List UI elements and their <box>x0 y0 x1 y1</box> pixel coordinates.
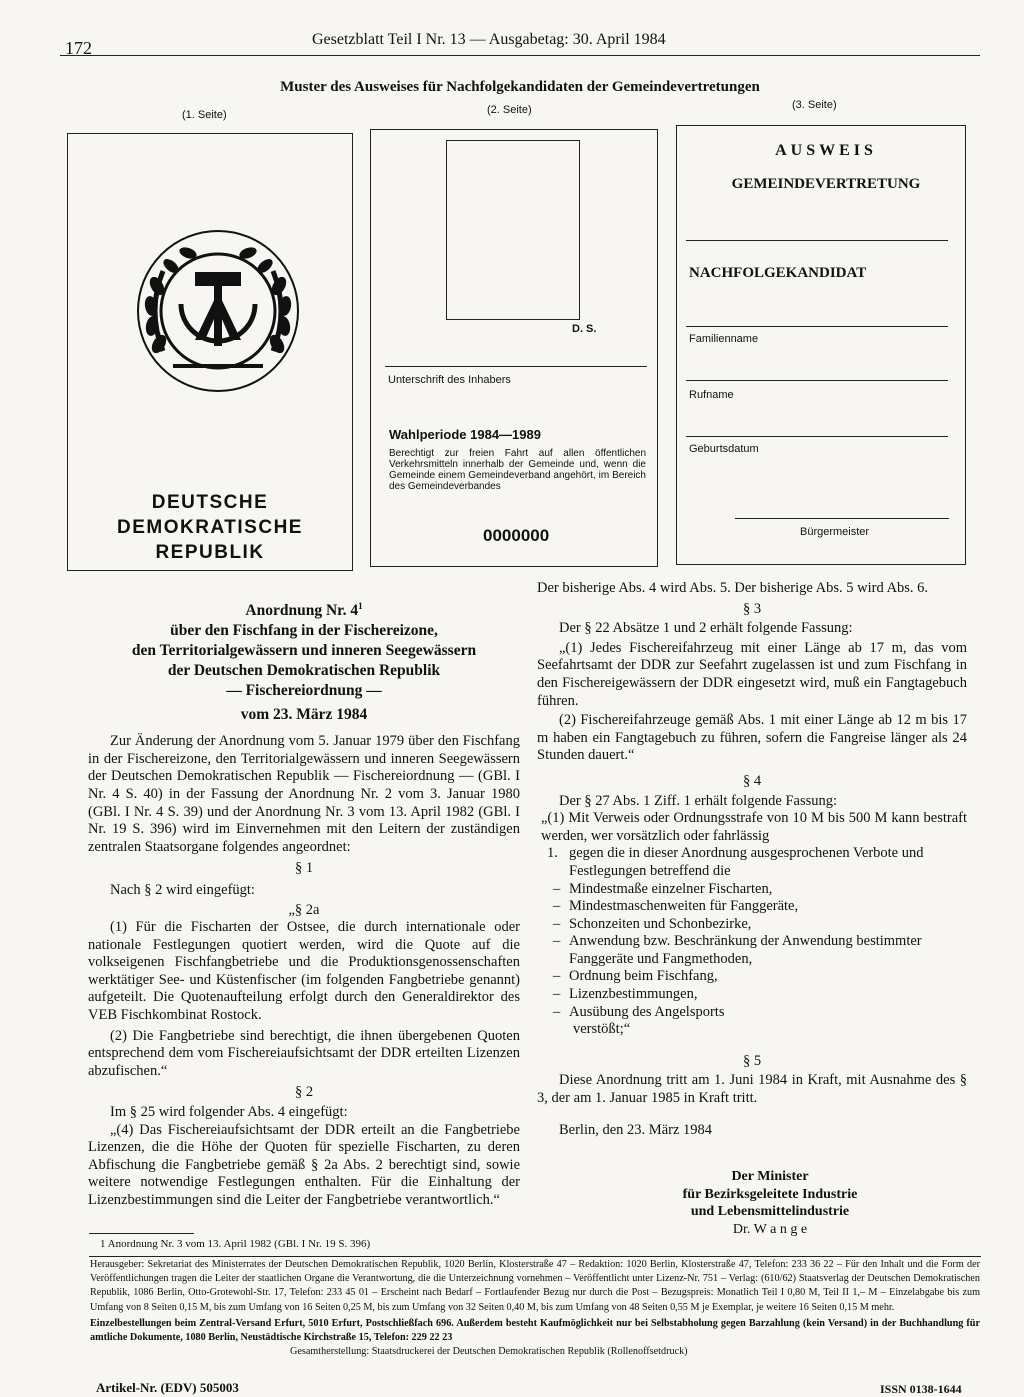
section-2-para: „(4) Das Fischereiaufsichtsamt der DDR erteilt an die Fangbetriebe Lizenzen, die die Höhe der Quoten für spezielle Fischarten, zu deren Abfischung die Fangbetriebe gemäß § 2a Abs. 2 berechtigt sind, sowie weitere notwendige Festlegungen enthalten. Für die Einhaltung der Lizenzbestimmungen sind die Leiter der Fangbetriebe verantwortlich.“ <box>88 1121 520 1208</box>
ausweis-title: AUSWEIS <box>775 142 877 159</box>
imprint-production: Gesamtherstellung: Staatsdruckerei der Deutschen Demokratischen Republik (Rollenoffsetdruck) <box>290 1346 688 1358</box>
section-2-heading: § 2 <box>294 1084 314 1101</box>
section-2a-para-2: (2) Die Fangbetriebe sind berechtigt, die ihnen übergebenen Quoten entsprechend dem vom Fischereiaufsichtsamt der DDR erteilten Lizenzen abzufischen.“ <box>88 1027 520 1079</box>
free-travel-text: Berechtigt zur freien Fahrt auf allen öffentlichen Verkehrsmitteln innerhalb der Gemeinde und, wenn die Gemeinde einem Gemeindeverband angehört, im Bereich des Gemeindeverbandes <box>389 448 646 492</box>
section-3-para-2: (2) Fischereifahrzeuge gemäß Abs. 1 mit einer Länge ab 12 m bis 17 m haben ein Fangtagebuch zu führen, sofern die Fangreise länger als 24 Stunden dauert.“ <box>537 712 967 764</box>
imprint-orders: Einzelbestellungen beim Zentral-Versand Erfurt, 5010 Erfurt, Postschließfach 696. Außerdem besteht Kaufmöglichkeit nur bei Selbstabholung gegen Barzahlung (kein Versand) in der Buchhandlung für amtliche Dokumente, 1080 Berlin, Neustädtische Kirchstraße 15, Telefon: 229 22 23 <box>90 1317 980 1344</box>
familienname-line <box>686 326 948 327</box>
issn: ISSN 0138-1644 <box>880 1382 962 1396</box>
title-line5: — Fischereiordnung — <box>226 682 382 700</box>
section-2-text: Im § 25 wird folgender Abs. 4 eingefügt: <box>110 1104 348 1121</box>
list-item: – Ordnung beim Fischfang, <box>553 968 718 985</box>
right-column <box>537 580 967 1139</box>
section-3-text: Der § 22 Absätze 1 und 2 erhält folgende Fassung: <box>559 620 853 637</box>
list-item: – Anwendung bzw. Beschränkung der Anwendung bestimmter Fanggeräte und Fangmethoden, <box>553 933 922 967</box>
imprint-publisher: Herausgeber: Sekretariat des Ministerrates der Deutschen Demokratischen Republik, 1020 Berlin, Klosterstraße 47 – Redaktion: 1020 Berlin, Klosterstraße 47, Telefon: 233 36 22 – Für den Inhalt und die Form der Veröffentlichungen tragen die Leiter der staatlichen Organe die Verantwortung, die die Unterzeichnung vornehmen – Veröffentlicht unter Lizenz-Nr. 751 – Verlag: (610/62) Staatsverlag der Deutschen Demokratischen Republik, 1086 Berlin, Otto-Grotewohl-Str. 17, Telefon: 233 45 01 – Erscheint nach Bedarf – Fortlaufender Bezug nur durch die Post – Bezugspreis: Monatlich Teil I 0,80 M, Teil II 1,– M – Einzelabgabe bis zum Umfang von 8 Seiten 0,15 M, bis zum Umfang von 16 Seiten 0,25 M, bis zum Umfang von 32 Seiten 0,40 M, bis zum Umfang von 48 Seiten 0,55 M je Exemplar, je weitere 16 Seiten 0,15 M mehr. <box>90 1259 980 1313</box>
card-number: 0000000 <box>483 526 550 545</box>
section-1-text: Nach § 2 wird eingefügt: <box>110 881 255 898</box>
section-4-heading: § 4 <box>742 772 762 789</box>
imprint-rule <box>89 1256 981 1257</box>
list-item: – Schonzeiten und Schonbezirke, <box>553 915 752 932</box>
page-number: 172 <box>65 38 92 58</box>
signing-date: Berlin, den 23. März 1984 <box>559 1121 713 1138</box>
ddr-name <box>67 490 353 565</box>
section-4-item-1 <box>537 845 967 880</box>
geburtsdatum-line <box>686 436 948 437</box>
signature-line-3: und Lebensmittelindustrie <box>690 1204 850 1219</box>
ddr-name-line1: DEUTSCHE <box>151 492 269 513</box>
left-column <box>88 596 520 1210</box>
intro-paragraph: Zur Änderung der Anordnung vom 5. Januar 1979 über den Fischfang in der Fischereizone, den Territorialgewässern und inneren Seegewässern der Deutschen Demokratischen Republik — Fischereiordnung — (GBl. I Nr. 4 S. 40) in der Fassung der Anordnung Nr. 2 vom 3. Januar 1980 (GBl. I Nr. 4 S. 39) und der Anordnung Nr. 3 vom 13. April 1982 (GBl. I Nr. 19 S. 396) wird im Einvernehmen mit den Leitern der zuständigen zentralen Staatsorgane folgendes angeordnet: <box>88 733 520 855</box>
rufname-label: Rufname <box>689 389 734 401</box>
signature-name: Dr. W a n g e <box>732 1221 808 1237</box>
prohibition-list <box>537 881 967 1022</box>
section-4-end: verstößt;“ <box>573 1021 631 1038</box>
footnote-rule <box>89 1233 194 1234</box>
article-number: Artikel-Nr. (EDV) 505003 <box>96 1380 239 1395</box>
section-5-text: Diese Anordnung tritt am 1. Juni 1984 in Kraft, mit Ausnahme des § 3, der am 1. Januar 1985 in Kraft tritt. <box>537 1072 967 1107</box>
section-5-heading: § 5 <box>742 1052 762 1069</box>
header-rule <box>60 55 980 56</box>
section-2a-para-1: (1) Für die Fischarten der Ostsee, die durch internationale oder nationale Festlegungen quotiert werden, wird die Quote auf die volkseigenen Fischfangbetriebe und die Produktionsgenossenschaften werktätiger See- und Küstenfischer (im folgenden Fangbetriebe genannt) aufgeteilt. Die Quotenaufteilung erfolgt durch den Generaldirektor des VEB Fischkombinat Rostock. <box>88 919 520 1024</box>
nachfolgekandidat-title: NACHFOLGEKANDIDAT <box>689 265 867 281</box>
gemeindevertretung-title: GEMEINDEVERTRETUNG <box>731 176 921 192</box>
signature-line-2: für Bezirksgeleitete Industrie <box>682 1186 858 1202</box>
photo-box <box>446 140 580 320</box>
section-3-para-1: „(1) Jedes Fischereifahrzeug mit einer Länge ab 17 m, das vom Seefahrtsamt der DDR zur Seefahrt zugelassen ist und zum Fischfang in den Fischereigewässern der DDR eingesetzt wird, muß ein Fangtagebuch führen. <box>537 639 967 709</box>
footnote-ref: 1 <box>358 601 363 611</box>
rufname-line <box>686 380 948 381</box>
imprint <box>90 1258 980 1359</box>
footnote: 1 Anordnung Nr. 3 vom 13. April 1982 (GBl. I Nr. 19 S. 396) <box>100 1238 371 1250</box>
title-line3: den Territorialgewässern und inneren Seegewässern <box>131 642 477 660</box>
gemeinde-line <box>686 240 948 241</box>
section-1-heading: § 1 <box>294 860 314 877</box>
familienname-label: Familienname <box>689 333 759 345</box>
item-text: gegen die in dieser Anordnung ausgesprochenen Verbote und Festlegungen betreffend die <box>569 845 924 879</box>
title-line6: vom 23. März 1984 <box>240 706 368 724</box>
buergermeister-label: Bürgermeister <box>800 526 870 538</box>
title-line2: über den Fischfang in der Fischereizone, <box>170 622 438 640</box>
anordnung-title <box>88 596 520 725</box>
list-item: – Ausübung des Angelsports <box>553 1003 725 1020</box>
page-header-title: Gesetzblatt Teil I Nr. 13 — Ausgabetag: 30. April 1984 <box>312 31 666 48</box>
buergermeister-line <box>735 518 949 519</box>
signature-line <box>385 366 647 367</box>
list-item: – Mindestmaße einzelner Fischarten, <box>553 880 773 897</box>
list-item: – Lizenzbestimmungen, <box>553 986 698 1003</box>
ds-label: D. S. <box>572 323 597 335</box>
muster-title: Muster des Ausweises für Nachfolgekandidaten der Gemeindevertretungen <box>280 79 760 95</box>
wahlperiode: Wahlperiode 1984—1989 <box>389 427 541 442</box>
section-3-heading: § 3 <box>742 600 762 617</box>
signature-line-1: Der Minister <box>731 1169 809 1184</box>
title-line1: Anordnung Nr. $4^1$ <box>245 601 363 620</box>
page2-label: (2. Seite) <box>487 104 532 116</box>
geburtsdatum-label: Geburtsdatum <box>689 443 759 455</box>
section-4-text: Der § 27 Abs. 1 Ziff. 1 erhält folgende Fassung: <box>559 792 838 809</box>
section-2a-heading: „§ 2a <box>288 901 320 918</box>
page3-label: (3. Seite) <box>792 99 837 111</box>
ddr-name-line2: DEMOKRATISCHE REPUBLIK <box>117 517 303 563</box>
continuation-text: Der bisherige Abs. 4 wird Abs. 5. Der bisherige Abs. 5 wird Abs. 6. <box>537 580 929 596</box>
signature-label: Unterschrift des Inhabers <box>388 374 511 386</box>
item-number: 1. <box>547 845 558 862</box>
signature-block <box>620 1168 920 1238</box>
title-line4: der Deutschen Demokratischen Republik <box>167 662 441 680</box>
ddr-emblem-icon <box>133 226 303 396</box>
page1-label: (1. Seite) <box>182 109 227 121</box>
list-item: – Mindestmaschenweiten für Fanggeräte, <box>553 898 799 915</box>
section-4-para: „(1) Mit Verweis oder Ordnungsstrafe von 10 M bis 500 M kann bestraft werden, wer vorsätzlich oder fahrlässig <box>541 810 967 844</box>
